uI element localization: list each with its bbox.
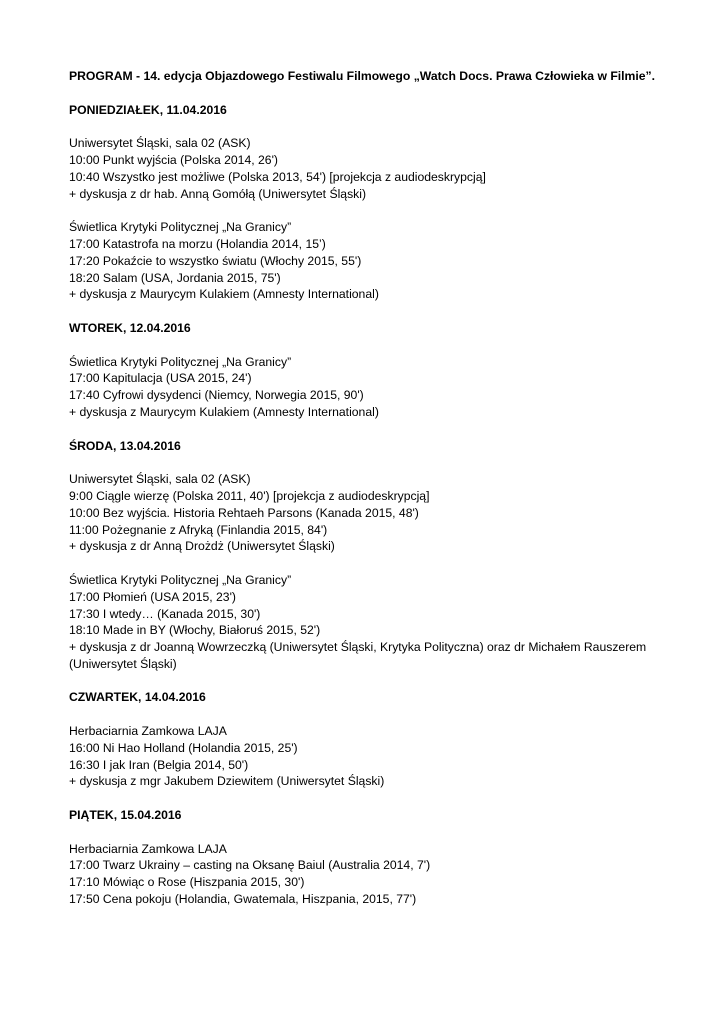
venue-name: Herbaciarnia Zamkowa LAJA: [69, 841, 227, 856]
venue-name: Herbaciarnia Zamkowa LAJA: [69, 724, 227, 739]
screening-line: 17:50 Cena pokoju (Holandia, Gwatemala, Hiszpania, 2015, 77'): [69, 892, 417, 907]
screening-line: 16:30 I jak Iran (Belgia 2014, 50'): [69, 757, 249, 772]
screening-line: 17:20 Pokaźcie to wszystko światu (Włochy 2015, 55'): [69, 253, 362, 268]
venue-name: Świetlica Krytyki Politycznej „Na Granicy”: [69, 220, 292, 235]
venue-name: Świetlica Krytyki Politycznej „Na Granicy”: [69, 572, 292, 587]
screening-line: 10:40 Wszystko jest możliwe (Polska 2013, 54') [projekcja z audiodeskrypcją]: [69, 169, 486, 184]
screening-line: 10:00 Bez wyjścia. Historia Rehtaeh Parsons (Kanada 2015, 48'): [69, 505, 419, 520]
venue-block: [69, 723, 669, 790]
screening-line: 17:30 I wtedy… (Kanada 2015, 30'): [69, 606, 261, 621]
document-page: [69, 68, 669, 925]
screening-line: 17:00 Twarz Ukrainy – casting na Oksanę Baiul (Australia 2014, 7'): [69, 858, 431, 873]
venue-block: [69, 135, 669, 202]
screening-line: 18:10 Made in BY (Włochy, Białoruś 2015, 52'): [69, 623, 321, 638]
venue-name: Uniwersytet Śląski, sala 02 (ASK): [69, 472, 251, 487]
screening-line: 17:40 Cyfrowi dysydenci (Niemcy, Norwegia 2015, 90'): [69, 388, 364, 403]
day-heading: WTOREK, 12.04.2016: [69, 320, 191, 335]
day-heading: PONIEDZIAŁEK, 11.04.2016: [69, 102, 227, 117]
day-section: [69, 102, 669, 304]
venue-name: Świetlica Krytyki Politycznej „Na Granicy”: [69, 354, 292, 369]
program-days: [69, 102, 669, 908]
screening-line: 9:00 Ciągle wierzę (Polska 2011, 40') [projekcja z audiodeskrypcją]: [69, 488, 430, 503]
day-section: [69, 320, 669, 421]
discussion-line: + dyskusja z dr hab. Anną Gomółą (Uniwersytet Śląski): [69, 186, 367, 201]
program-title: PROGRAM - 14. edycja Objazdowego Festiwalu Filmowego „Watch Docs. Prawa Człowieka w Filmie”.: [69, 69, 656, 83]
screening-line: 16:00 Ni Hao Holland (Holandia 2015, 25'): [69, 740, 298, 755]
day-section: [69, 807, 669, 908]
screening-line: 17:00 Płomień (USA 2015, 23'): [69, 589, 236, 604]
screening-line: 17:00 Kapitulacja (USA 2015, 24'): [69, 371, 252, 386]
day-heading: PIĄTEK, 15.04.2016: [69, 808, 182, 823]
screening-line: 10:00 Punkt wyjścia (Polska 2014, 26'): [69, 152, 278, 167]
screening-line: 17:00 Katastrofa na morzu (Holandia 2014, 15’): [69, 236, 326, 251]
venue-block: [69, 354, 669, 421]
day-heading: CZWARTEK, 14.04.2016: [69, 690, 206, 705]
day-section: [69, 438, 669, 673]
discussion-line: + dyskusja z mgr Jakubem Dziewitem (Uniwersytet Śląski): [69, 774, 385, 789]
discussion-line: + dyskusja z dr Anną Drożdż (Uniwersytet Śląski): [69, 539, 335, 554]
screening-line: 11:00 Pożegnanie z Afryką (Finlandia 2015, 84'): [69, 522, 328, 537]
day-section: [69, 689, 669, 790]
discussion-line: + dyskusja z Maurycym Kulakiem (Amnesty International): [69, 287, 379, 302]
venue-block: [69, 219, 669, 303]
venue-block: [69, 841, 669, 908]
day-heading: ŚRODA, 13.04.2016: [69, 438, 181, 453]
venue-block: [69, 471, 669, 555]
discussion-line: + dyskusja z Maurycym Kulakiem (Amnesty International): [69, 404, 379, 419]
venue-block: [69, 572, 669, 673]
screening-line: 18:20 Salam (USA, Jordania 2015, 75'): [69, 270, 281, 285]
venue-name: Uniwersytet Śląski, sala 02 (ASK): [69, 136, 251, 151]
discussion-line: + dyskusja z dr Joanną Wowrzeczką (Uniwersytet Śląski, Krytyka Polityczna) oraz dr Michałem Rauszerem (Uniwersytet Śląski): [69, 640, 647, 671]
screening-line: 17:10 Mówiąc o Rose (Hiszpania 2015, 30'): [69, 875, 305, 890]
